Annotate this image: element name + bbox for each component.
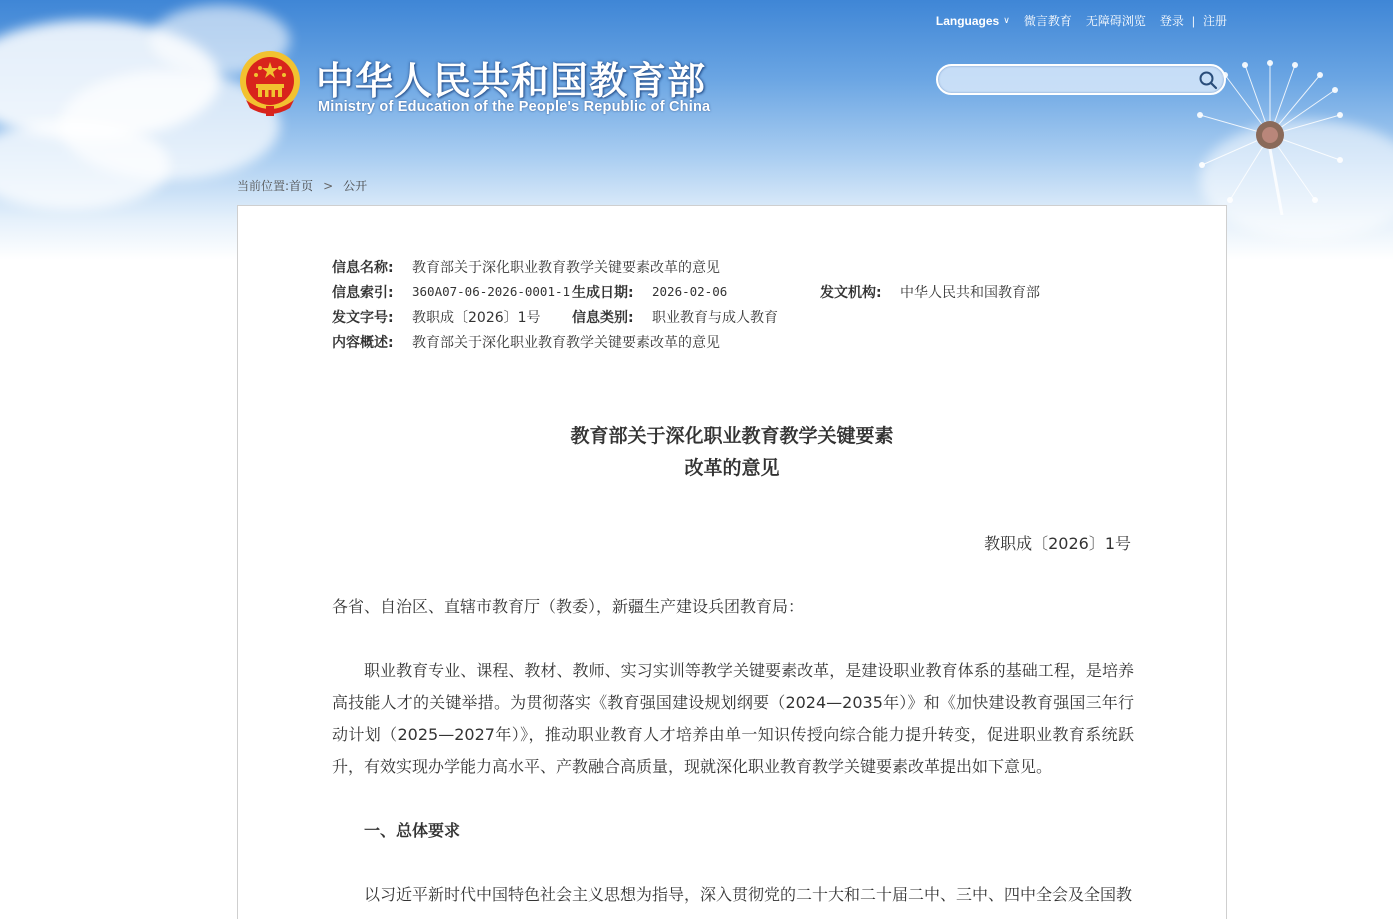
meta-value: 教育部关于深化职业教育教学关键要素改革的意见: [412, 335, 720, 351]
breadcrumb-label: 当前位置:: [237, 179, 290, 193]
document-title-line: 教育部关于深化职业教育教学关键要素: [570, 425, 894, 447]
breadcrumb-current-link[interactable]: 公开: [343, 179, 368, 193]
meta-label: 信息索引:: [332, 285, 394, 301]
section-heading: 一、总体要求: [364, 821, 461, 840]
document-number: 教职成〔2026〕1号: [984, 534, 1131, 553]
meta-value: 职业教育与成人教育: [652, 310, 778, 326]
meta-label: 信息类别:: [572, 310, 634, 326]
breadcrumb-separator: >: [323, 178, 334, 193]
weibo-link[interactable]: 微言教育: [1023, 14, 1072, 28]
document-paragraph: 职业教育专业、课程、教材、教师、实习实训等教学关键要素改革，是建设职业教育体系的基础工程，是培养高技能人才的关键举措。为贯彻落实《教育强国建设规划纲要（2024—2035年）》和《加快建设教育强国三年行动计划（2025—2027年）》，推动职业教育人才培养由单一知识传授向综合能力提升转变，促进职业教育系统跃升，有效实现办学能力高水平、产教融合高质量，现就深化职业教育教学关键要素改革提出如下意见。: [332, 661, 1134, 776]
link-separator: |: [1191, 13, 1195, 28]
document-title-line: 改革的意见: [684, 457, 780, 479]
accessibility-link[interactable]: 无障碍浏览: [1085, 14, 1146, 28]
site-title-english[interactable]: Ministry of Education of the People's Republic of China: [318, 99, 711, 115]
national-emblem-icon[interactable]: [238, 48, 302, 118]
login-link[interactable]: 登录: [1159, 14, 1184, 28]
document-paragraph: 以习近平新时代中国特色社会主义思想为指导，深入贯彻党的二十大和二十届二中、三中、四中全会及全国教: [364, 885, 1133, 904]
meta-label: 发文字号:: [332, 310, 394, 326]
content-panel: [237, 205, 1227, 919]
site-title[interactable]: 中华人民共和国教育部: [316, 59, 707, 103]
search-input[interactable]: [948, 70, 1188, 90]
breadcrumb: [237, 177, 367, 194]
meta-label: 发文机构:: [820, 285, 882, 301]
meta-value: 教育部关于深化职业教育教学关键要素改革的意见: [412, 260, 720, 276]
meta-label: 信息名称:: [332, 260, 394, 276]
meta-label: 内容概述:: [332, 335, 394, 351]
meta-value: 360A07-06-2026-0001-1: [412, 284, 571, 299]
document-title: [238, 420, 1226, 484]
meta-value: 中华人民共和国教育部: [900, 285, 1040, 301]
meta-label: 生成日期:: [572, 285, 634, 301]
breadcrumb-home-link[interactable]: 首页: [289, 179, 314, 193]
search-box: [936, 64, 1226, 95]
register-link[interactable]: 注册: [1202, 14, 1227, 28]
document-addressee: 各省、自治区、直辖市教育厅（教委），新疆生产建设兵团教育局：: [332, 597, 805, 616]
meta-value: 教职成〔2026〕1号: [412, 310, 541, 326]
chevron-down-icon[interactable]: ∨: [1003, 15, 1010, 25]
meta-value: 2026-02-06: [652, 284, 728, 299]
languages-link[interactable]: Languages: [935, 13, 1000, 28]
search-icon[interactable]: [1198, 70, 1218, 90]
top-links: [936, 12, 1227, 29]
